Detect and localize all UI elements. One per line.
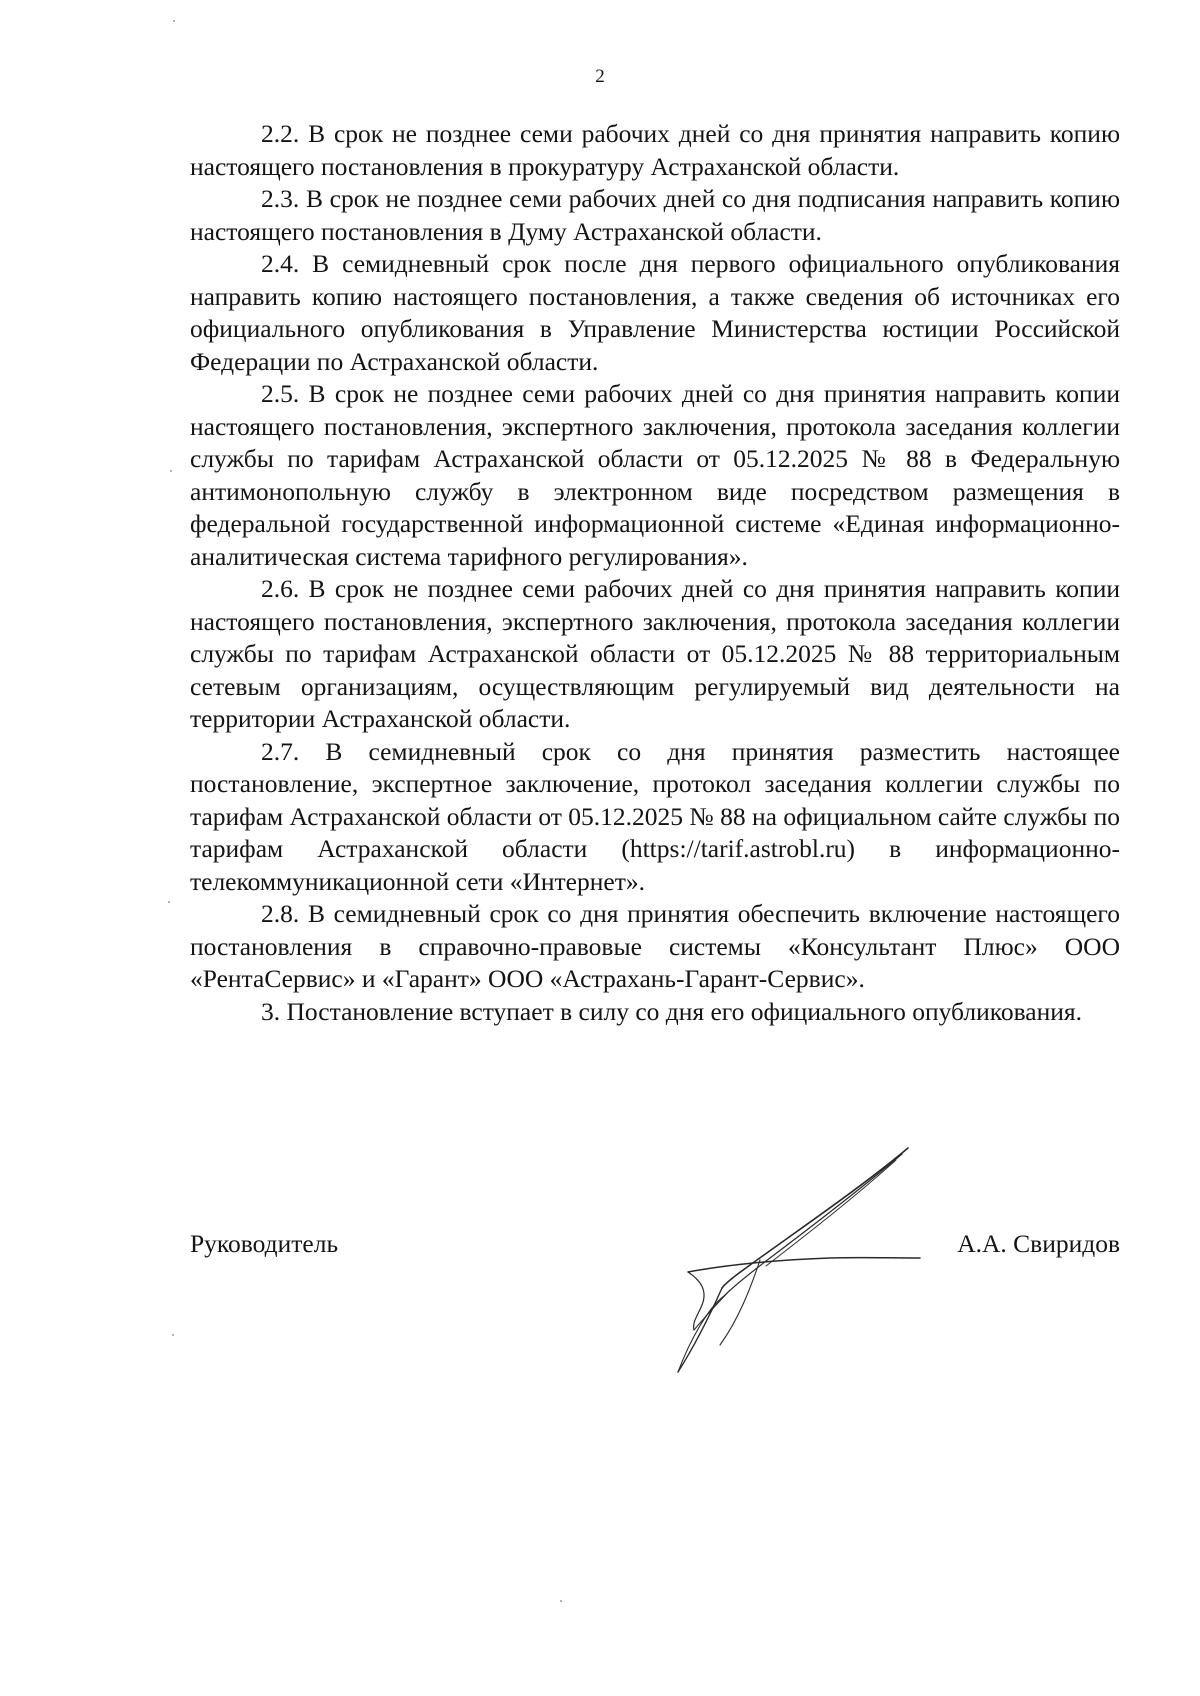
paragraph-2-4: 2.4. В семидневный срок после дня первого официального опубликования направить копию настоящего постановления, а также сведения об источниках его официального опубликования в Управление Министерства юстиции Российской Федерации по Астраханской области.: [190, 249, 1120, 376]
paragraph-2-6: 2.6. В срок не позднее семи рабочих дней со дня принятия направить копии настоящего постановления, экспертного заключения, протокола заседания коллегии службы по тарифам Астраханской области от 05.12.2025 № 88 территориальным сетевым организациям, осуществляющим регулируемый вид деятельности на территории Астраханской области.: [190, 574, 1120, 733]
signer-name: А.А. Свиридов: [957, 1229, 1120, 1258]
scan-speck: [560, 1600, 562, 1602]
paragraph-2-2: 2.2. В срок не позднее семи рабочих дней со дня принятия направить копию настоящего постановления в прокуратуру Астраханской области.: [190, 119, 1120, 181]
scan-speck: [172, 1334, 174, 1336]
handwritten-signature: [650, 1140, 930, 1380]
paragraph-2-3: 2.3. В срок не позднее семи рабочих дней со дня подписания направить копию настоящего постановления в Думу Астраханской области.: [190, 184, 1120, 246]
paragraph-2-8: 2.8. В семидневный срок со дня принятия обеспечить включение настоящего постановления в справочно-правовые системы «Консультант Плюс» ООО «РентаСервис» и «Гарант» ООО «Астрахань-Гарант-Сервис».: [190, 899, 1120, 993]
scan-speck: [168, 901, 170, 903]
signer-title: Руководитель: [190, 1229, 339, 1258]
scan-speck: [173, 20, 175, 22]
paragraph-2-5: 2.5. В срок не позднее семи рабочих дней со дня принятия направить копии настоящего постановления, экспертного заключения, протокола заседания коллегии службы по тарифам Астраханской области от 05.12.2025 № 88 в Федеральную антимонопольную службу в электронном виде посредством размещения в федеральной государственной информационной системе «Единая информационно-аналитическая система тарифного регулирования».: [190, 379, 1120, 571]
paragraph-2-7: 2.7. В семидневный срок со дня принятия разместить настоящее постановление, экспертное заключение, протокол заседания коллегии службы по тарифам Астраханской области от 05.12.2025 № 88 на официальном сайте службы по тарифам Астраханской области (https://tarif.astrobl.ru) в информационно-телекоммуникационной сети «Интернет».: [190, 736, 1120, 896]
page-number: 2: [595, 66, 605, 87]
document-body: [190, 118, 1120, 1028]
scan-speck: [170, 470, 172, 472]
paragraph-3: 3. Постановление вступает в силу со дня его официального опубликования.: [261, 996, 1082, 1026]
